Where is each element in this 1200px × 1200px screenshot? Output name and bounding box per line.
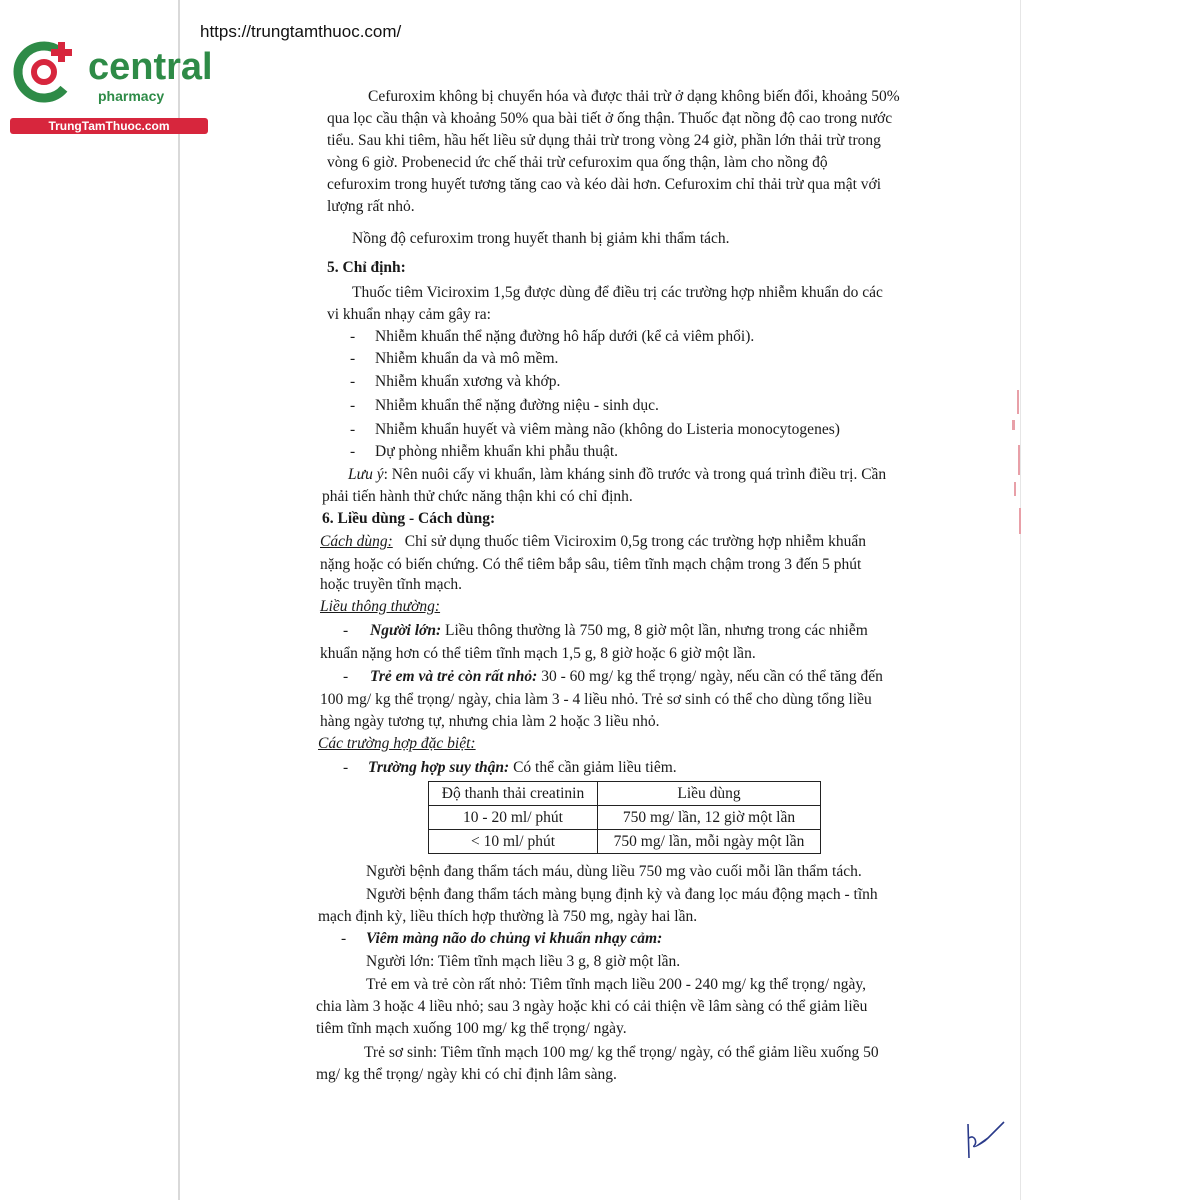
list-item: Nhiễm khuẩn thể nặng đường niệu - sinh dục. [375, 397, 659, 414]
logo-subtitle: pharmacy [98, 88, 165, 104]
paragraph-line: Người bệnh đang thẩm tách máu, dùng liều 750 mg vào cuối mỗi lần thẩm tách. [366, 863, 862, 880]
paragraph-line: mg/ kg thể trọng/ ngày khi có chỉ định lâm sàng. [316, 1066, 617, 1083]
note-line [348, 464, 886, 487]
list-bullet: - [350, 328, 356, 345]
table-row [429, 830, 821, 854]
table-row [429, 806, 821, 830]
table-cell: 750 mg/ lần, mỗi ngày một lần [598, 830, 821, 854]
handwritten-initials [962, 1118, 1006, 1164]
paragraph-line: chia làm 3 hoặc 4 liều nhỏ; sau 3 ngày hoặc khi có cải thiện về lâm sàng có thể giảm liều [316, 998, 868, 1015]
list-item: Nhiễm khuẩn thể nặng đường hô hấp dưới (kể cả viêm phổi). [375, 328, 755, 345]
usage-label: Cách dùng: [320, 533, 393, 550]
child-label: Trẻ em và trẻ còn rất nhỏ: [370, 668, 538, 685]
paragraph-line: Người bệnh đang thẩm tách màng bụng định kỳ và đang lọc máu động mạch - tĩnh [366, 886, 878, 903]
list-item: Nhiễm khuẩn da và mô mềm. [375, 350, 559, 367]
paragraph-line: 100 mg/ kg thể trọng/ ngày, chia làm 3 - 4 liều nhỏ. Trẻ sơ sinh có thể cho dùng tổng liều [320, 691, 872, 708]
list-bullet: - [350, 350, 356, 367]
paragraph-line: tiểu. Sau khi tiêm, hầu hết liều sử dụng thải trừ trong vòng 24 giờ, phần lớn thải trừ trong [327, 132, 881, 149]
paragraph-line: Cefuroxim không bị chuyển hóa và được thải trừ ở dạng không biến đổi, khoảng 50% [368, 88, 900, 105]
subsection-label: Các trường hợp đặc biệt: [318, 735, 476, 752]
section-heading: 5. Chỉ định: [327, 259, 406, 276]
paragraph-line: Trẻ em và trẻ còn rất nhỏ: Tiêm tĩnh mạch liều 200 - 240 mg/ kg thể trọng/ ngày, [366, 976, 866, 993]
list-item: Dự phòng nhiễm khuẩn khi phẫu thuật. [375, 443, 619, 460]
paragraph-line: tiêm tĩnh mạch xuống 100 mg/ kg thể trọng/ ngày. [316, 1020, 627, 1037]
paragraph-line: Nồng độ cefuroxim trong huyết thanh bị giảm khi thẩm tách. [352, 230, 730, 247]
usage-text: Chỉ sử dụng thuốc tiêm Viciroxim 0,5g trong các trường hợp nhiễm khuẩn [404, 533, 866, 550]
paragraph-line: nặng hoặc có biến chứng. Có thể tiêm bắp sâu, tiêm tĩnh mạch chậm trong 3 đến 5 phút [320, 556, 862, 573]
paragraph-line: vòng 6 giờ. Probenecid ức chế thải trừ cefuroxim qua ống thận, làm cho nồng độ [327, 154, 828, 171]
paragraph-line: vi khuẩn nhạy cảm gây ra: [327, 306, 491, 323]
renal-dose-table [428, 781, 821, 854]
subsection-label: Viêm màng não do chủng vi khuẩn nhạy cảm: [366, 930, 663, 947]
list-bullet: - [350, 421, 356, 438]
paragraph-line: Trẻ sơ sinh: Tiêm tĩnh mạch 100 mg/ kg thể trọng/ ngày, có thể giảm liều xuống 50 [364, 1044, 879, 1061]
adult-label: Người lớn: [370, 622, 442, 639]
paragraph-line: hoặc truyền tĩnh mạch. [320, 576, 463, 593]
table-header-row [429, 782, 821, 806]
table-header: Độ thanh thải creatinin [429, 782, 598, 806]
paragraph-line [370, 620, 868, 643]
renal-label: Trường hợp suy thận: [368, 759, 510, 776]
list-bullet: - [343, 759, 349, 776]
table-cell: < 10 ml/ phút [429, 830, 598, 854]
subsection-label: Liều thông thường: [320, 598, 441, 615]
paragraph-line: cefuroxim trong huyết tương tăng cao và kéo dài hơn. Cefuroxim chỉ thải trừ qua mật với [327, 176, 882, 193]
list-bullet: - [343, 668, 349, 685]
list-bullet: - [343, 622, 349, 639]
renal-text: Có thể cần giảm liều tiêm. [513, 759, 677, 776]
note-text: : Nên nuôi cấy vi khuẩn, làm kháng sinh đồ trước và trong quá trình điều trị. Cần [383, 466, 887, 483]
paragraph-line [368, 757, 677, 780]
paragraph-line: khuẩn nặng hơn có thể tiêm tĩnh mạch 1,5 g, 8 giờ hoặc 6 giờ một lần. [320, 645, 756, 662]
paragraph-line [320, 531, 866, 554]
paragraph-line: mạch định kỳ, liều thích hợp thường là 750 mg, ngày hai lần. [318, 908, 698, 925]
logo-brand: central [88, 46, 213, 88]
list-item: Nhiễm khuẩn xương và khớp. [375, 373, 561, 390]
paragraph-line: lượng rất nhỏ. [327, 198, 415, 215]
table-header: Liều dùng [598, 782, 821, 806]
paragraph-line [370, 666, 883, 689]
section-heading: 6. Liều dùng - Cách dùng: [322, 510, 496, 527]
list-bullet: - [350, 373, 356, 390]
list-bullet: - [350, 397, 356, 414]
table-cell: 10 - 20 ml/ phút [429, 806, 598, 830]
table-cell: 750 mg/ lần, 12 giờ một lần [598, 806, 821, 830]
paragraph-line: hàng ngày tương tự, nhưng chia làm 2 hoặc 3 liều nhỏ. [320, 713, 660, 730]
note-label: Lưu ý [348, 466, 384, 483]
list-item: Nhiễm khuẩn huyết và viêm màng não (không do Listeria monocytogenes) [375, 421, 840, 438]
logo-banner: TrungTamThuoc.com [10, 118, 208, 134]
list-bullet: - [350, 443, 356, 460]
paragraph-line: Người lớn: Tiêm tĩnh mạch liều 3 g, 8 giờ một lần. [366, 953, 681, 970]
paragraph-line: qua lọc cầu thận và khoảng 50% qua bài tiết ở ống thận. Thuốc đạt nồng độ cao trong nước [327, 110, 893, 127]
red-stamp-mark [1008, 390, 1022, 540]
note-line: phải tiến hành thử chức năng thận khi có chỉ định. [322, 488, 633, 505]
paragraph-line: Thuốc tiêm Viciroxim 1,5g được dùng để điều trị các trường hợp nhiễm khuẩn do các [352, 284, 883, 301]
child-text: 30 - 60 mg/ kg thể trọng/ ngày, nếu cần có thể tăng đến [541, 668, 883, 685]
adult-text: Liều thông thường là 750 mg, 8 giờ một lần, nhưng trong các nhiễm [445, 622, 868, 639]
list-bullet: - [341, 930, 347, 947]
source-url[interactable]: https://trungtamthuoc.com/ [200, 22, 402, 41]
